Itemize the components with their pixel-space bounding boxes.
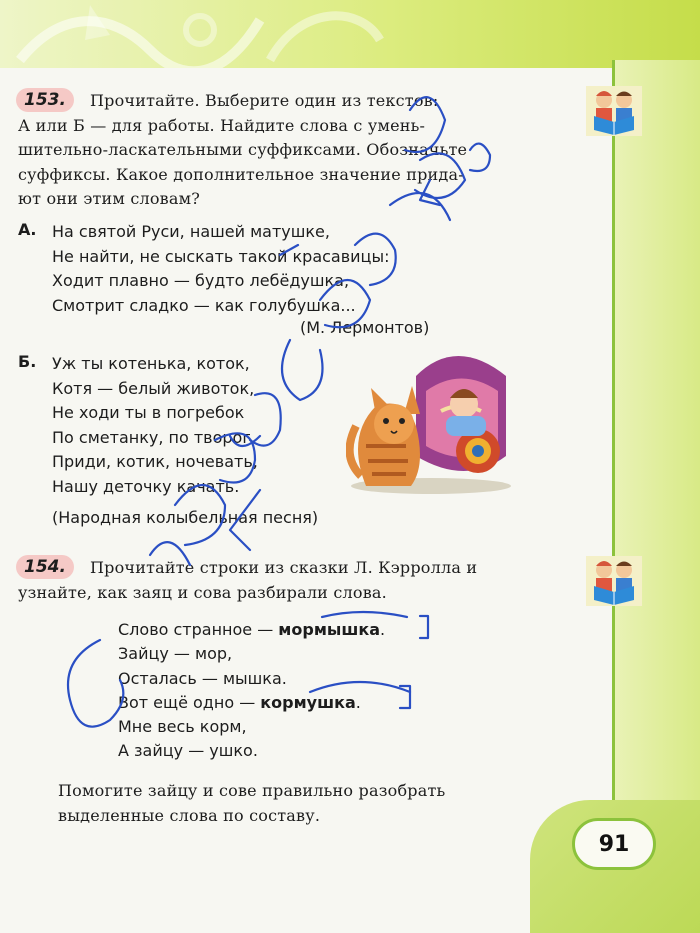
poem-line: Нашу деточку качать.: [52, 476, 240, 496]
cat-cradle-illustration: [346, 336, 516, 496]
instruction-line: Прочитайте строки из сказки Л. Кэрролла и: [90, 558, 478, 577]
instruction-line: А или Б — для работы. Найдите слова с умень-: [18, 115, 426, 135]
text-a-attribution: (М. Лермонтов): [300, 318, 430, 337]
text-a-label: А.: [18, 220, 37, 239]
poem-line: Приди, котик, ночевать,: [52, 452, 258, 471]
highlighted-word: мормышка: [278, 620, 381, 639]
poem-line: Зайцу — мор,: [118, 644, 233, 664]
poem-line: Котя — белый животок,: [52, 378, 255, 398]
poem-line: Не найти, не сыскать такой красавицы:: [52, 246, 390, 266]
poem-line: [118, 691, 385, 715]
poem-text: Вот ещё одно —: [118, 692, 261, 712]
task-line: выделенные слова по составу.: [58, 805, 321, 825]
exercise-number: 153.: [16, 88, 74, 112]
instruction-line: ют они этим словам?: [18, 189, 201, 208]
poem-line: Ходит плавно — будто лебёдушка,: [52, 271, 350, 290]
highlighted-word: кормушка: [260, 692, 356, 712]
poem-line: [118, 618, 385, 642]
poem-line: По сметанку, по творог.: [52, 427, 256, 447]
instruction-line: Прочитайте. Выберите один из текстов:: [90, 91, 439, 110]
instruction-line: шительно-ласкательными суффиксами. Обозначьте: [18, 140, 468, 159]
poem-line: Не ходи ты в погребок: [52, 403, 245, 422]
right-margin-line: [612, 60, 615, 800]
page-number: 91: [572, 818, 656, 870]
task-line: Помогите зайцу и сове правильно разобрать: [58, 781, 446, 800]
punctuation: .: [355, 692, 361, 712]
poem-line: Осталась — мышка.: [118, 668, 287, 688]
carroll-poem: [118, 618, 385, 764]
top-decorative-band: [0, 0, 700, 68]
ornament-swirl-icon: [0, 0, 700, 68]
punctuation: .: [380, 620, 386, 639]
text-b-poem: [52, 352, 258, 499]
poem-text: Слово странное —: [118, 620, 279, 639]
exercise-153-instruction: [18, 89, 538, 212]
reading-children-icon: [586, 556, 642, 606]
text-b-attribution: (Народная колыбельная песня): [52, 508, 319, 527]
instruction-line: суффиксы. Какое дополнительное значение прида-: [18, 164, 464, 184]
poem-line: На святой Руси, нашей матушке,: [52, 222, 330, 241]
exercise-154-task: [18, 779, 538, 828]
exercise-154-instruction: [18, 556, 538, 605]
poem-line: А зайцу — ушко.: [118, 741, 258, 761]
reading-children-icon: [586, 86, 642, 136]
text-b-label: Б.: [18, 352, 37, 371]
instruction-line: узнайте, как заяц и сова разбирали слова.: [18, 582, 387, 602]
poem-line: Уж ты котенька, коток,: [52, 354, 250, 373]
poem-line: Смотрит сладко — как голубушка...: [52, 295, 356, 315]
poem-line: Мне весь корм,: [118, 717, 247, 737]
text-a-poem: [52, 220, 389, 318]
exercise-number: 154.: [16, 555, 74, 579]
